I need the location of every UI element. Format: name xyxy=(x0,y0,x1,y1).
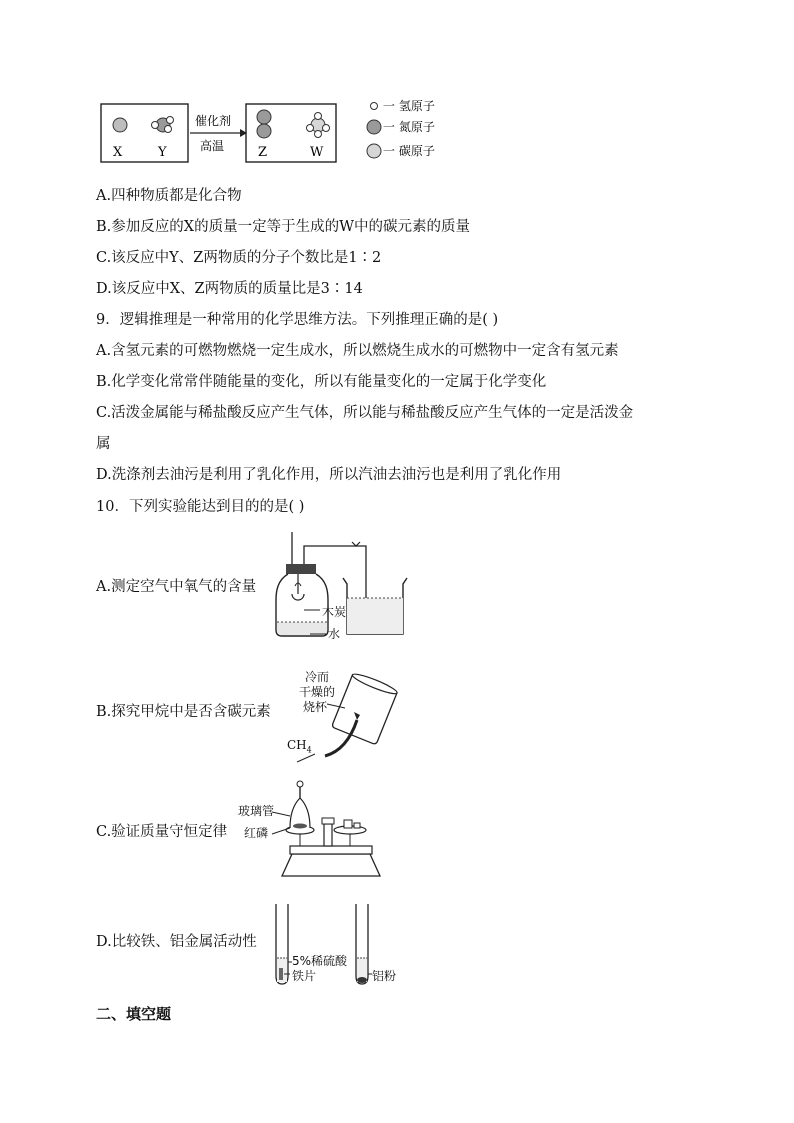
q9-option-d: D.洗涤剂去油污是利用了乳化作用，所以汽油去油污也是利用了乳化作用 xyxy=(96,467,562,483)
beaker-label-2: 干燥的 xyxy=(299,685,336,699)
hydrogen-legend-icon xyxy=(371,103,378,110)
q10-stem: 10．下列实验能达到目的的是( ) xyxy=(96,499,305,515)
phosphorus-label: 红磷 xyxy=(244,826,269,840)
legend-carbon: 一 碳原子 xyxy=(383,144,435,158)
q9-option-c: C.活泼金属能与稀盐酸反应产生气体，所以能与稀盐酸反应产生气体的一定是活泼金 xyxy=(96,405,634,421)
reaction-diagram xyxy=(100,98,450,168)
y-molecule xyxy=(152,117,174,133)
iron-label: 铁片 xyxy=(292,969,317,983)
q9-stem: 9．逻辑推理是一种常用的化学思维方法。下列推理正确的是( ) xyxy=(96,312,499,328)
legend-nitrogen: 一 氮原子 xyxy=(383,120,435,134)
acid-label: 5%稀硫酸 xyxy=(292,954,348,968)
temp-label: 高温 xyxy=(200,139,225,153)
label-z: Z xyxy=(258,145,268,160)
carbon-legend-icon xyxy=(367,144,381,158)
q8-option-a: A.四种物质都是化合物 xyxy=(96,188,242,204)
q10-option-d: D.比较铁、铝金属活动性 xyxy=(96,934,257,950)
charcoal-label: 木炭 xyxy=(322,605,347,619)
label-w: W xyxy=(310,145,324,160)
nitrogen-legend-icon xyxy=(367,120,381,134)
water-label: 水 xyxy=(328,627,341,641)
label-y: Y xyxy=(158,145,167,160)
q8-option-d: D.该反应中X、Z两物质的质量比是3∶14 xyxy=(96,281,363,297)
oxygen-apparatus xyxy=(270,530,420,640)
q9-option-a: A.含氢元素的可燃物燃烧一定生成水，所以燃烧生成水的可燃物中一定含有氢元素 xyxy=(96,343,619,359)
w-molecule xyxy=(307,113,330,138)
q8-option-c: C.该反应中Y、Z两物质的分子个数比是1∶2 xyxy=(96,250,382,266)
balance-apparatus xyxy=(238,780,388,880)
section-heading: 二、填空题 xyxy=(96,1005,172,1023)
tube-label: 玻璃管 xyxy=(238,804,275,818)
beaker-label-3: 烧杯 xyxy=(303,700,328,714)
beaker-label-1: 冷而 xyxy=(305,670,330,684)
methane-label: $CH_4$ xyxy=(287,738,312,755)
z-molecule xyxy=(257,110,271,138)
methane-apparatus xyxy=(285,668,405,768)
legend-hydrogen: 一 氢原子 xyxy=(383,99,435,113)
x-molecule xyxy=(113,118,127,132)
test-tubes xyxy=(268,902,408,987)
label-x: X xyxy=(113,145,123,160)
q10-option-b: B.探究甲烷中是否含碳元素 xyxy=(96,704,271,720)
q10-option-c: C.验证质量守恒定律 xyxy=(96,824,228,840)
q9-option-c-cont: 属 xyxy=(96,436,111,452)
q8-option-b: B.参加反应的X的质量一定等于生成的W中的碳元素的质量 xyxy=(96,219,470,235)
q10-option-a: A.测定空气中氧气的含量 xyxy=(96,579,257,595)
catalyst-label: 催化剂 xyxy=(195,114,232,128)
aluminum-label: 铝粉 xyxy=(372,969,397,983)
q9-option-b: B.化学变化常常伴随能量的变化，所以有能量变化的一定属于化学变化 xyxy=(96,374,547,390)
